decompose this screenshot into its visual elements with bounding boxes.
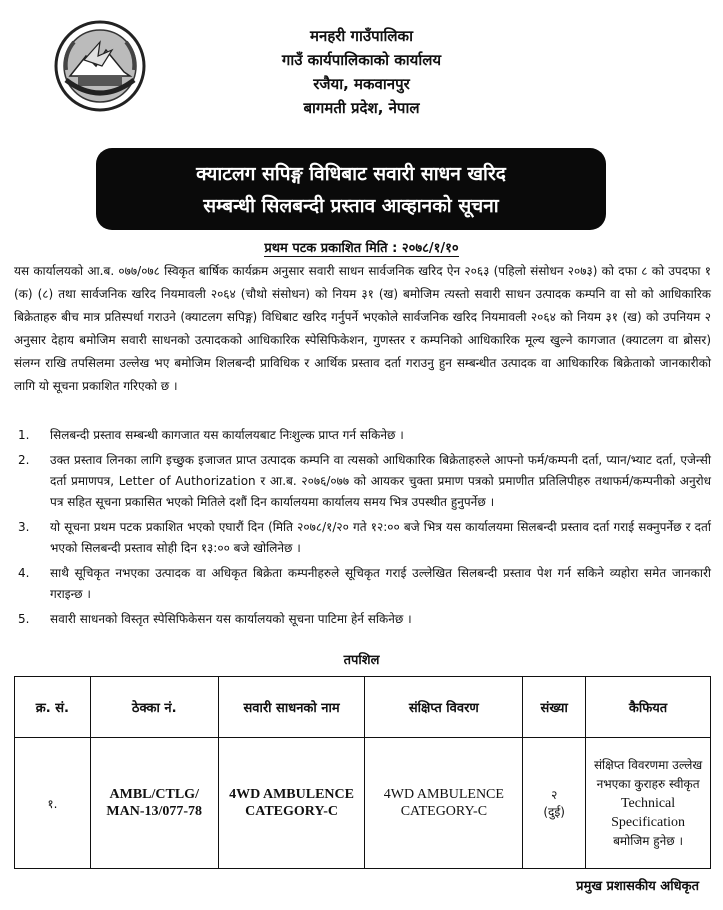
- list-item: [14, 517, 711, 559]
- list-item-number: 1.: [18, 428, 30, 442]
- municipality-name: मनहरी गाउँपालिका: [310, 27, 413, 45]
- remark-text-2: Technical Specification: [611, 795, 685, 830]
- list-item-text: उक्त प्रस्ताव लिनका लागि इच्छुक इजाजत प्राप्त उत्पादक कम्पनि वा त्यसको आधिकारिक बिक्रेताहरुले आफ्नो फर्म/कम्पनी दर्ता, प्यान/भ्याट दर्ता, एजेन्सी दर्ता प्रमाणपत्र, Letter of Authorization र आ.ब. २०७६/०७७ को आयकर चुक्ता प्रमाण पत्रको प्रमाणीत प्रतिलिपीहरु तथाफर्म/कम्पनीको अनुरोध पत्र सहित सूचना प्रकासित भएको मितिले दशौं दिन कार्यालयमा कार्यालय समय भित्र उपस्थीत हुनुपर्नेछ ।: [50, 453, 711, 509]
- publication-date-value: २०७८/१/१०: [401, 241, 459, 256]
- remark-text-1: संक्षिप्त विवरणमा उल्लेख नभएका कुराहरु स्वीकृत: [593, 757, 703, 791]
- publication-date: [0, 238, 723, 256]
- publication-date-label: प्रथम पटक प्रकाशित मिति :: [264, 241, 398, 256]
- remark-text-3: बमोजिम हुनेछ ।: [613, 833, 684, 848]
- cell-quantity: [523, 738, 586, 869]
- list-item-text: यो सूचना प्रथम पटक प्रकाशित भएको एघारौं दिन (मिति २०७८/१/२० गते १२:०० बजे भित्र यस कार्यालयमा सिलबन्दी प्रस्ताव दर्ता गराई सक्नुपर्नेछ र दर्ता भएको सिलबन्दी प्रस्ताव सोही दिन १३:०० बजे खोलिनेछ ।: [50, 520, 711, 555]
- province-name: बागमती प्रदेश, नेपाल: [303, 99, 420, 117]
- notice-title-line1: क्याटलग सपिङ्ग विधिबाट सवारी साधन खरिद: [196, 163, 506, 185]
- notice-intro-paragraph: यस कार्यालयको आ.ब. ०७७/०७८ स्विकृत बार्षिक कार्यक्रम अनुसार सवारी साधन सार्वजनिक खरिद ऐन २०६३ (पहिलो संसोधन २०७३) को दफा ८ को उपदफा १ (क) (८) तथा सार्वजनिक खरिद नियमावली २०६४ (चौथो संसोधन) को नियम ३१ (ख) बमोजिम त्यस्तो सवारी साधन उत्पादक कम्पनि वा सो को आधिकारिक बिक्रेताहरु बीच मात्र प्रतिस्पर्धा गराउने (क्याटलग सपिङ्ग) विधिबाट खरिद गर्नुपर्ने भएकोले सार्वजनिक खरिद नियमावली २०६४ को नियम ३१ (ख) को उपनियम २ अनुसार देहाय बमोजिम सवारी साधनको उत्पादकको आधिकारिक स्पेसिफिकेशन, गुणस्तर र कम्पनिको आधिकारिक मूल्य खुल्ने कागजात (क्याटलग वा ब्रोसर) संलग्न राखि तपसिलमा उल्लेख भए बमोजिम शिलबन्दी प्राविधिक र आर्थिक प्रस्ताव दर्ता गराउनु हुन सम्बन्धीत उत्पादक वा आधिकारिक बिक्रेताको जानकारीको लागि यो सूचना प्रकाशित गरिएको छ ।: [14, 264, 711, 393]
- list-item-text: सिलबन्दी प्रस्ताव सम्बन्धी कागजात यस कार्यालयबाट निःशुल्क प्राप्त गर्न सकिनेछ ।: [50, 428, 404, 442]
- col-header-quantity: संख्या: [523, 677, 586, 738]
- list-item-number: 3.: [18, 520, 30, 534]
- list-item-number: 4.: [18, 566, 30, 580]
- letterhead: [0, 0, 723, 140]
- list-item: [14, 609, 711, 630]
- col-header-remarks: कैफियत: [586, 677, 711, 738]
- list-item: [14, 563, 711, 605]
- notice-title-line2: सम्बन्धी सिलबन्दी प्रस्ताव आव्हानको सूचना: [203, 195, 499, 217]
- cell-remarks: [586, 738, 711, 869]
- cell-vehicle-name: 4WD AMBULENCE CATEGORY-C: [218, 738, 365, 869]
- list-item: [14, 425, 711, 446]
- office-name: गाउँ कार्यपालिकाको कार्यालय: [281, 51, 442, 69]
- list-item: [14, 450, 711, 513]
- table-row: [15, 738, 711, 869]
- col-header-contract: ठेक्का नं.: [90, 677, 218, 738]
- col-header-sn: क्र. सं.: [15, 677, 91, 738]
- cell-sn: १.: [15, 738, 91, 869]
- list-item-text: सवारी साधनको विस्तृत स्पेसिफिकेसन यस कार्यालयको सूचना पाटिमा हेर्न सकिनेछ ।: [50, 612, 412, 626]
- vehicle-schedule-table: [14, 676, 711, 869]
- notice-conditions-list: [14, 425, 711, 634]
- cell-contract-number: AMBL/CTLG/ MAN-13/077-78: [90, 738, 218, 869]
- quantity-words: (दुई): [543, 805, 565, 819]
- signatory-title: प्रमुख प्रशासकीय अधिकृत: [576, 879, 699, 894]
- schedule-heading: तपशिल: [343, 653, 380, 668]
- col-header-vehicle: सवारी साधनको नाम: [218, 677, 365, 738]
- list-item-number: 2.: [18, 453, 30, 467]
- list-item-number: 5.: [18, 612, 30, 626]
- quantity-number: २: [551, 788, 558, 802]
- office-address: रजैया, मकवानपुर: [313, 75, 410, 93]
- list-item-text: साथै सूचिकृत नभएका उत्पादक वा अधिकृत बिक्रेता कम्पनीहरुले सूचिकृत गराई उल्लेखित सिलबन्दी प्रस्ताव पेश गर्न सकिने व्यहोरा समेत जानकारी गराइन्छ ।: [50, 566, 711, 601]
- col-header-description: संक्षिप्त विवरण: [365, 677, 523, 738]
- cell-description: 4WD AMBULENCE CATEGORY-C: [365, 738, 523, 869]
- notice-title-banner: [96, 148, 606, 230]
- table-header-row: [15, 677, 711, 738]
